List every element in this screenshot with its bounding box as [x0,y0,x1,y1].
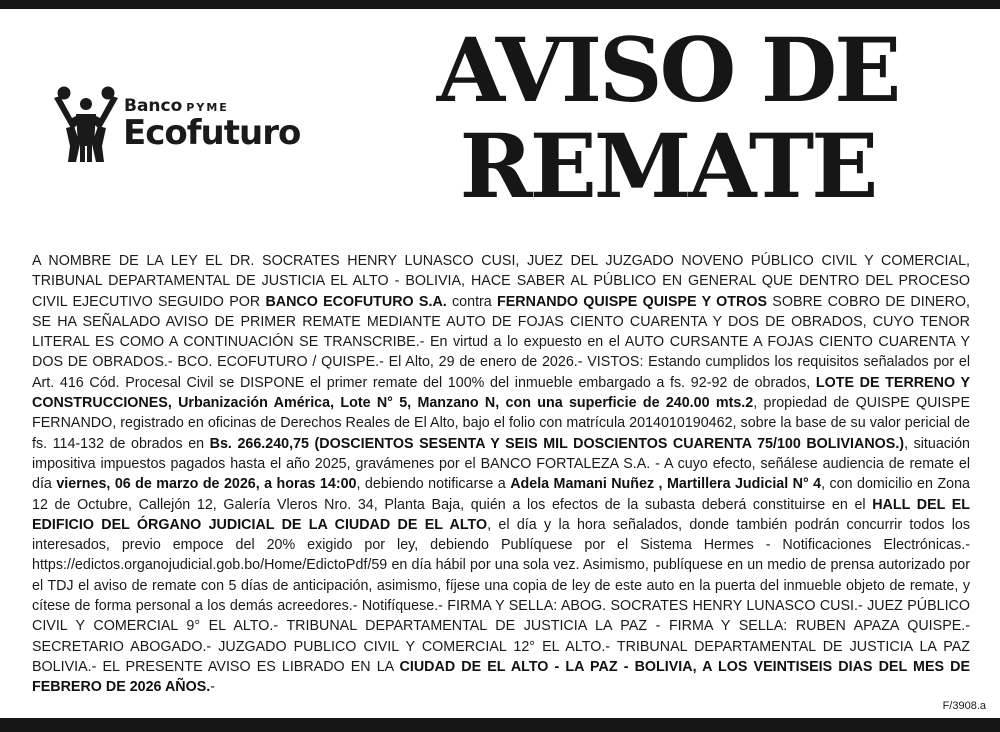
body-text-segment: - [210,679,215,696]
body-bold-segment: viernes, 06 de marzo de 2026, a horas 14:00 [56,476,357,493]
body-text-segment: , el día y la hora señalados, donde también podrán concurrir todos los interesados, previo empoce del 20% exigido por ley, debiendo Publíquese por el Sistema Hermes - Notificaciones Electrónicas.- https://edictos.organojudicial.gob.bo/Home/EdictoPdf/59 en día hábil por una sola vez. Asimismo, publíquese en un medio de prensa autorizado por el TDJ el aviso de remate con 5 días de anticipación, asimismo, fíjese una copia de ley de este auto en la puerta del inmueble objeto de remate, y cítese de forma personal a los demás acreedores.- Notifíquese.- FIRMA Y SELLA: ABOG. SOCRATES HENRY LUNASCO CUSI.- JUEZ PÚBLICO CIVIL Y COMERCIAL 9° EL ALTO.- TRIBUNAL DEPARTAMENTAL DE JUSTICIA LA PAZ - FIRMA Y SELLA: RUBEN APAZA QUISPE.- SECRETARIO ABOGADO.- JUZGADO PUBLICO CIVIL Y COMERCIAL 12° EL ALTO.- TRIBUNAL DEPARTAMENTAL DE JUSTICIA LA PAZ BOLIVIA.- EL PRESENTE AVISO ES LIBRADO EN LA [32,516,970,675]
body-text-segment: , con domicilio en Zona 12 de Octubre, Callejón 12, Galería Vleros Nro. 34, Planta Baja, quién a los efectos de la subasta deberá constituirse en el [32,476,970,513]
top-border [0,0,1000,9]
logo-pyme: PYME [186,101,229,114]
body-bold-segment: LOTE DE TERRENO Y CONSTRUCCIONES, Urbanización América, Lote N° 5, Manzano N, con una superficie de 240.00 mts.2 [32,374,971,412]
notice-body [32,251,970,698]
body-bold-segment: Bs. 266.240,75 (DOSCIENTOS SESENTA Y SEIS MIL DOSCIENTOS CUARENTA 75/100 BOLIVIANOS.) [209,435,905,452]
bank-logo [50,84,340,164]
body-text-segment: , debiendo notificarse a [356,476,511,493]
people-group-icon [50,84,122,164]
body-text-segment: SOBRE COBRO DE DINERO, SE HA SEÑALADO AVISO DE PRIMER REMATE MEDIANTE AUTO DE FOJAS CIENTO CUARENTA Y DOS DE OBRADOS, CUYO TENOR LITERAL ES COMO A CONTINUACIÓN SE TRANSCRIBE.- En virtud a lo expuesto en el AUTO CURSANTE A FOJAS CIENTO CUARENTA Y DOS DE OBRADOS.- BCO. ECOFUTURO / QUISPE.- El Alto, 29 de enero de 2026.- VISTOS: Estando cumplidos los requisitos señalados por el Art. 416 Cód. Procesal Civil se DISPONE el primer remate del 100% del inmueble embargado a fs. 92-92 de obrados, [32,293,970,391]
headline-line-1: AVISO DE [436,18,899,122]
headline [360,18,975,218]
body-text-segment: , situación impositiva impuestos pagados hasta el año 2025, gravámenes por el BANCO FORTALEZA S.A. - A cuyo efecto, señálese audiencia de remate el día [32,435,970,493]
logo-name: Ecofuturo [123,113,301,153]
body-text-segment: , propiedad de QUISPE QUISPE FERNANDO, registrado en oficinas de Derechos Reales de El Alto, bajo el folio con matrícula 2014010190462, sobre la base de su valor pericial de fs. 114-132 de obrados en [32,395,970,452]
body-bold-segment: BANCO ECOFUTURO S.A. [265,293,447,310]
body-text-segment: contra [446,293,498,310]
body-bold-segment: HALL DEL EL EDIFICIO DEL ÓRGANO JUDICIAL DE LA CIUDAD DE EL ALTO [32,496,971,533]
body-text-segment: A NOMBRE DE LA LEY EL DR. SOCRATES HENRY LUNASCO CUSI, JUEZ DEL JUZGADO NOVENO PÚBLICO CIVIL Y COMERCIAL, TRIBUNAL DEPARTAMENTAL DE JUSTICIA EL ALTO - BOLIVIA, HACE SABER AL PÚBLICO EN GENERAL QUE DENTRO DEL PROCESO CIVIL EJECUTIVO SEGUIDO POR [32,253,970,310]
bottom-border [0,718,1000,732]
body-bold-segment: CIUDAD DE EL ALTO - LA PAZ - BOLIVIA, A LOS VEINTISEIS DIAS DEL MES DE FEBRERO DE 2026 AÑOS. [32,658,970,696]
reference-code: F/3908.a [942,700,986,712]
body-bold-segment: FERNANDO QUISPE QUISPE Y OTROS [497,293,768,310]
body-bold-segment: Adela Mamani Nuñez , Martillera Judicial N° 4 [510,476,822,493]
headline-line-2: REMATE [459,114,876,218]
logo-banco: Banco [124,96,183,116]
